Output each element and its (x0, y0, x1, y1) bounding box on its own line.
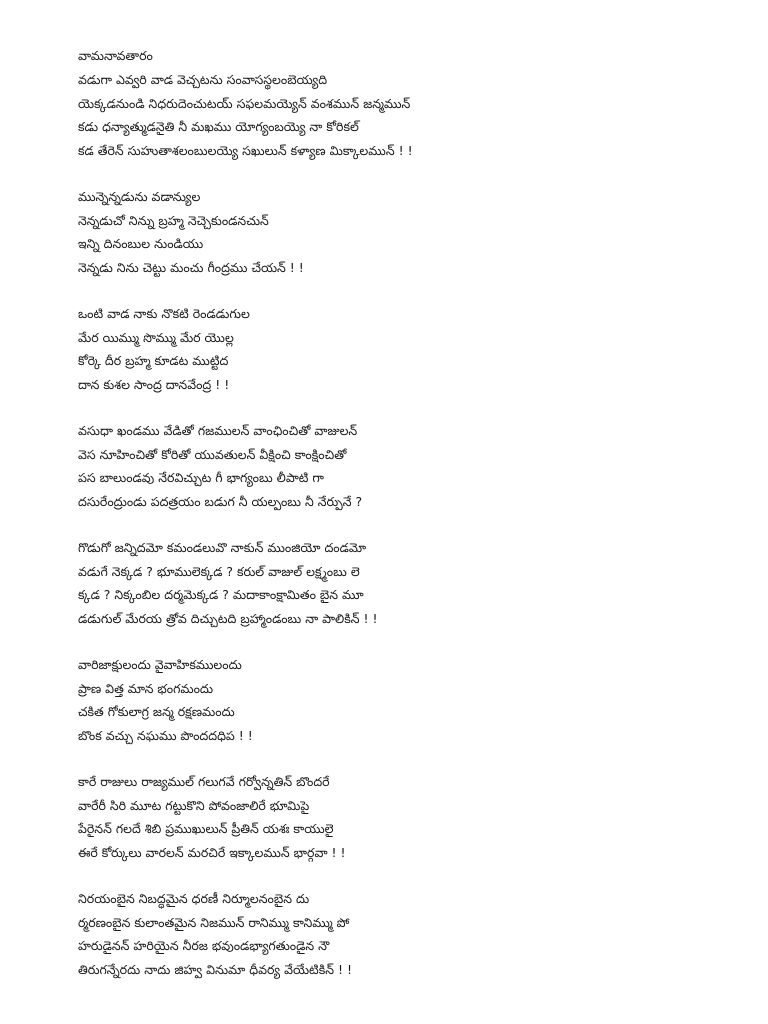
verse-line: తిరుగన్నేరదు నాదు జిహ్వ వినుమా ధీవర్య వేయేటికిన్ ! ! (78, 961, 352, 977)
verse-line: నిరయంబైన నిబద్ధమైన ధరణీ నిర్మూలనంబైన దు (78, 891, 310, 906)
stanza-1 (78, 68, 738, 162)
poem-document (78, 44, 738, 981)
verse-line: పస బాలుండవు నేరవిచ్చుట గీ భాగ్యంబు లీపాటి గా (78, 470, 324, 485)
verse-line: వడుగా ఎవ్వరి వాడ వెచ్చటను సంవాసస్థలంబెయ్యది (78, 72, 328, 87)
verse-line: ప్రాణ విత్త మాన భంగమందు (78, 680, 214, 696)
verse-line: కోర్కె దీర బ్రహ్మ కూడట ముట్టిద (78, 353, 229, 368)
verse-line: కడు ధన్యాత్ముడనైతి నీ మఖము యోగ్యంబయ్యె నా కోరికల్ (78, 119, 359, 134)
verse-line: క్కడ ? నిక్కంబిల దర్మమెక్కడ ? మదాకాంక్షామితం బైన మూ (78, 587, 364, 602)
verse-line: ర్మరణంబైన కులాంతమైన నిజమున్ రానిమ్ము కానిమ్ము పో (78, 914, 350, 930)
verse-line: వసుధా ఖండము వేడితో గజములన్ వాంఛించితో వాజులన్ (78, 423, 358, 438)
stanza-8 (78, 887, 738, 981)
verse-line: ఈరే కోర్కులు వారలన్ మరచిరే ఇక్కాలమున్ భార్గవా ! ! (78, 844, 346, 860)
verse-line: వడుగే నెక్కడ ? భూములెక్కడ ? కరుల్ వాజుల్ లక్ష్మంబు లె (78, 563, 360, 579)
verse-line: హరుడైనన్ హరియైన నీరజ భవుండభ్యాగతుండైన నౌ (78, 938, 330, 953)
verse-line: కడ తేరెన్ సుహుతాశలంబులయ్యె సఖులున్ కళ్యాణ మిక్కాలమున్ ! ! (78, 142, 413, 158)
stanza-2 (78, 185, 738, 279)
verse-line: డడుగుల్ మేరయ త్రోవ దిచ్చుటది బ్రహ్మాండంబు నా పాలికిన్ ! ! (78, 610, 378, 626)
verse-line: పేరైనన్ గలదే శిబి ప్రముఖులున్ ప్రీతిన్ యశః కాయులై (78, 821, 334, 836)
verse-line: యెక్కడనుండి నిధరుదెంచుటయ్ సఫలమయ్యెన్ వంశమున్ జన్మమున్ (78, 95, 411, 111)
verse-line: చకిత గోకులాగ్ర జన్మ రక్షణమందు (78, 704, 235, 719)
verse-line: వెస నూహించితో కోరితో యువతులన్ వీక్షించి కాంక్షించితో (78, 446, 347, 462)
stanza-6 (78, 653, 738, 747)
verse-line: దాన కుశల సాంద్ర దానవేంద్ర ! ! (78, 376, 230, 392)
verse-line: కారే రాజులు రాజ్యముల్ గలుగవే గర్వోన్నతిన్ బొందరే (78, 774, 330, 789)
verse-line: నెన్నడుచో నిన్ను బ్రహ్మ నెచ్చెకుండనచున్ (78, 212, 269, 228)
stanza-7 (78, 770, 738, 864)
verse-line: వారేరీ సిరి మూట గట్టుకొని పోవంజాలిరే భూమిపై (78, 797, 310, 813)
verse-line: ఇన్ని దినంబుల నుండియు (78, 236, 204, 251)
verse-line: మేర యిమ్ము సొమ్ము మేర యొల్ల (78, 329, 234, 345)
stanza-5 (78, 536, 738, 630)
verse-line: ఒంటి వాడ నాకు నొకటి రెండడుగుల (78, 306, 250, 321)
poem-title: వామనావతారం (78, 48, 153, 63)
verse-line: గొడుగో జన్నిదమో కమండలువొ నాకున్ ముంజియో దండమో (78, 540, 367, 555)
verse-line: బొంక వచ్చు నఘము పొందదధిప ! ! (78, 727, 253, 743)
verse-line: నెన్నడు నిను చెట్టు మంచు గీంద్రము చేయన్ ! ! (78, 259, 304, 275)
verse-line: వారిజాక్షులందు వైవాహికములందు (78, 657, 242, 672)
stanza-4 (78, 419, 738, 513)
stanza-3 (78, 302, 738, 396)
verse-line: మున్నెన్నడును వడాన్యుల (78, 189, 201, 204)
verse-line: దసురేంద్రుండు పదత్రయం బడుగ నీ యల్పంబు నీ నేర్పునే ? (78, 493, 363, 509)
